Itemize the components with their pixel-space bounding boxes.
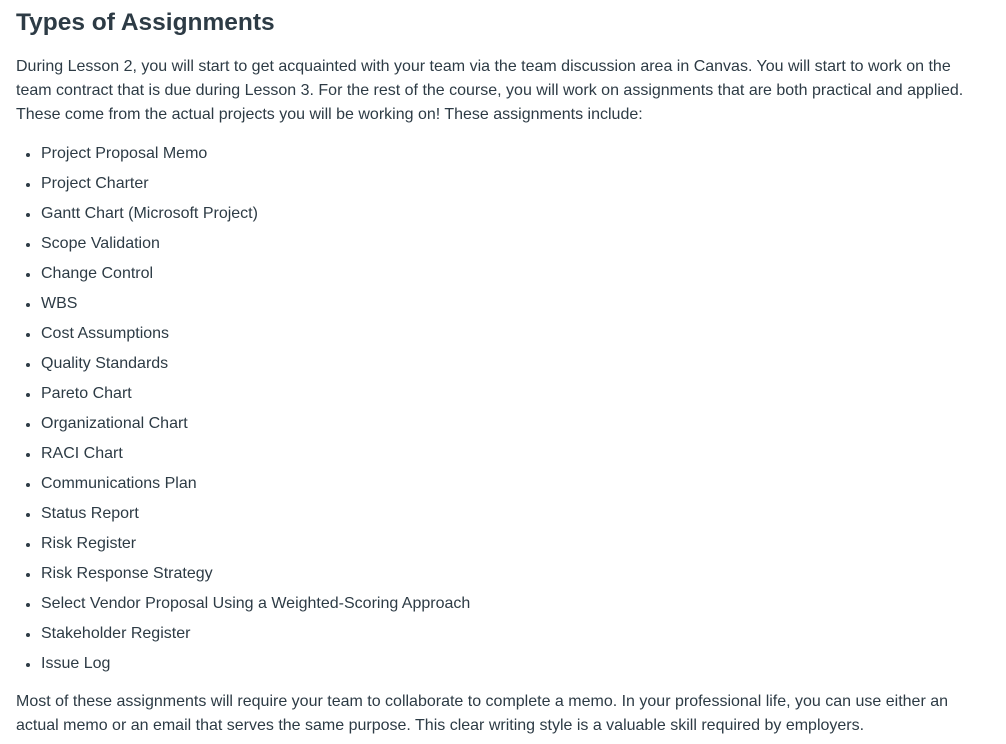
list-item: Project Proposal Memo xyxy=(41,139,990,169)
closing-paragraph: Most of these assignments will require your team to collaborate to complete a memo. In your professional life, you can use either an actual memo or an email that serves the same purpose. This clear writing style is a valuable skill required by employers. xyxy=(16,693,949,734)
intro-paragraph: During Lesson 2, you will start to get acquainted with your team via the team discussion area in Canvas. You will start to work on the team contract that is due during Lesson 3. For the rest of the course, you will work on assignments that are both practical and applied. These come from the actual projects you will be working on! These assignments include: xyxy=(16,58,964,123)
list-item: Pareto Chart xyxy=(41,379,990,409)
list-item: Change Control xyxy=(41,259,990,289)
list-item: Gantt Chart (Microsoft Project) xyxy=(41,199,990,229)
list-item: WBS xyxy=(41,289,990,319)
list-item: Scope Validation xyxy=(41,229,990,259)
list-item: Risk Response Strategy xyxy=(41,559,990,589)
list-item: Issue Log xyxy=(41,649,990,679)
list-item: RACI Chart xyxy=(41,439,990,469)
list-item: Select Vendor Proposal Using a Weighted-Scoring Approach xyxy=(41,589,990,619)
list-item: Status Report xyxy=(41,499,990,529)
list-item: Risk Register xyxy=(41,529,990,559)
page-title: Types of Assignments xyxy=(16,9,275,36)
list-item: Organizational Chart xyxy=(41,409,990,439)
list-item: Project Charter xyxy=(41,169,990,199)
assignment-list xyxy=(16,139,990,679)
list-item: Stakeholder Register xyxy=(41,619,990,649)
list-item: Communications Plan xyxy=(41,469,990,499)
list-item: Quality Standards xyxy=(41,349,990,379)
list-item: Cost Assumptions xyxy=(41,319,990,349)
